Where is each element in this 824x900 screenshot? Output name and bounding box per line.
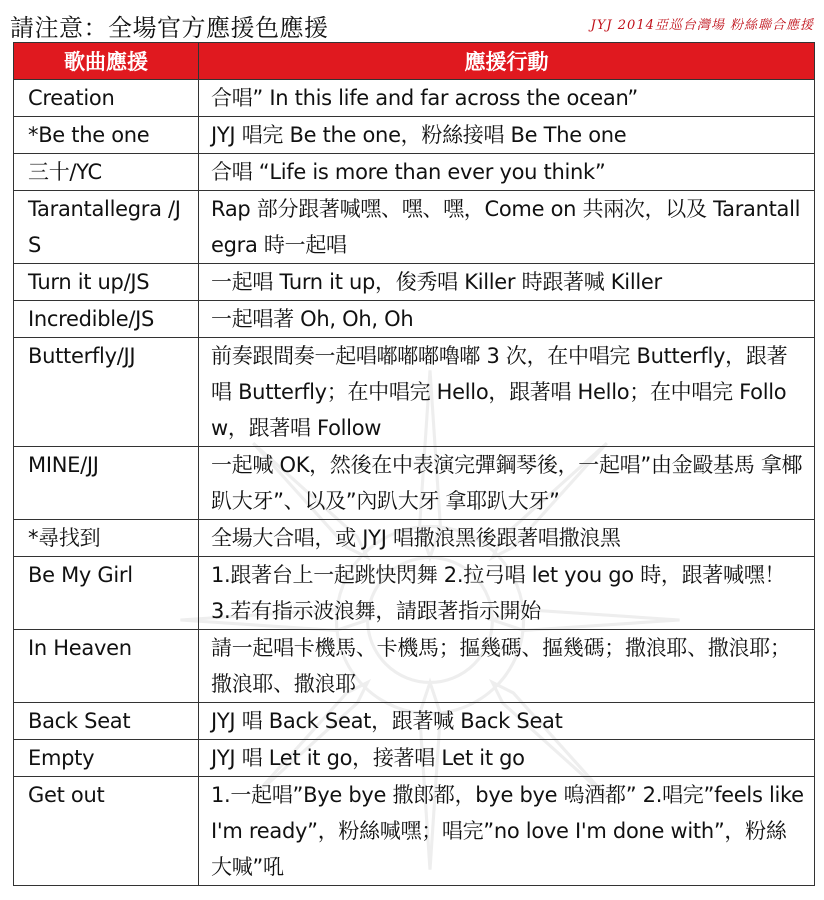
song-cell: Get out	[14, 777, 199, 886]
table-row	[14, 264, 815, 301]
song-cell: 三十/YC	[14, 154, 199, 191]
action-cell: JYJ 唱 Back Seat，跟著喊 Back Seat	[199, 703, 815, 740]
table-row	[14, 777, 815, 886]
action-cell: 請一起唱卡機馬、卡機馬；摳幾碼、摳幾碼；撒浪耶、撒浪耶；撒浪耶、撒浪耶	[199, 630, 815, 703]
table-header-row	[14, 43, 815, 80]
song-cell: Tarantallegra /JS	[14, 191, 199, 264]
table-row	[14, 191, 815, 264]
action-cell: 合唱 “Life is more than ever you think”	[199, 154, 815, 191]
song-cell: Creation	[14, 80, 199, 117]
page-header	[10, 4, 816, 42]
song-cell: Butterfly/JJ	[14, 338, 199, 447]
table-row	[14, 703, 815, 740]
song-cell: *Be the one	[14, 117, 199, 154]
action-cell: 1.一起唱”Bye bye 撒郎都，bye bye 嗚酒都” 2.唱完”feels like I'm ready”，粉絲喊嘿；唱完”no love I'm done with”，粉絲大喊”吼	[199, 777, 815, 886]
song-cell: In Heaven	[14, 630, 199, 703]
action-cell: 一起唱 Turn it up，俊秀唱 Killer 時跟著喊 Killer	[199, 264, 815, 301]
action-cell: 1.跟著台上一起跳快閃舞 2.拉弓唱 let you go 時，跟著喊嘿！ 3.若有指示波浪舞，請跟著指示開始	[199, 557, 815, 630]
column-header-action: 應援行動	[199, 43, 815, 80]
table-row	[14, 338, 815, 447]
table-row	[14, 80, 815, 117]
action-cell: 一起唱著 Oh, Oh, Oh	[199, 301, 815, 338]
song-cell: Back Seat	[14, 703, 199, 740]
song-cell: Turn it up/JS	[14, 264, 199, 301]
event-credit: JYJ 2014亞巡台灣場 粉絲聯合應援	[590, 18, 814, 33]
cheer-table	[13, 42, 815, 886]
action-cell: 全場大合唱，或 JYJ 唱撒浪黑後跟著唱撒浪黑	[199, 520, 815, 557]
table-row	[14, 520, 815, 557]
action-cell: 合唱” In this life and far across the ocean”	[199, 80, 815, 117]
table-row	[14, 630, 815, 703]
action-cell: Rap 部分跟著喊嘿、嘿、嘿，Come on 共兩次，以及 Tarantallegra 時一起唱	[199, 191, 815, 264]
page-title: 請注意：全場官方應援色應援	[10, 14, 329, 42]
action-cell: 一起喊 OK，然後在中表演完彈鋼琴後，一起唱”由金毆基馬 拿椰趴大牙”、以及”內趴大牙 拿耶趴大牙”	[199, 447, 815, 520]
table-row	[14, 301, 815, 338]
song-cell: Be My Girl	[14, 557, 199, 630]
column-header-song: 歌曲應援	[14, 43, 199, 80]
table-row	[14, 740, 815, 777]
action-cell: 前奏跟間奏一起唱嘟嘟嘟嚕嘟 3 次，在中唱完 Butterfly，跟著唱 Butterfly；在中唱完 Hello，跟著唱 Hello；在中唱完 Follow，跟著唱 Follow	[199, 338, 815, 447]
table-row	[14, 154, 815, 191]
song-cell: MINE/JJ	[14, 447, 199, 520]
song-cell: *尋找到	[14, 520, 199, 557]
song-cell: Empty	[14, 740, 199, 777]
action-cell: JYJ 唱 Let it go，接著唱 Let it go	[199, 740, 815, 777]
table-row	[14, 117, 815, 154]
table-row	[14, 557, 815, 630]
action-cell: JYJ 唱完 Be the one，粉絲接唱 Be The one	[199, 117, 815, 154]
song-cell: Incredible/JS	[14, 301, 199, 338]
table-row	[14, 447, 815, 520]
